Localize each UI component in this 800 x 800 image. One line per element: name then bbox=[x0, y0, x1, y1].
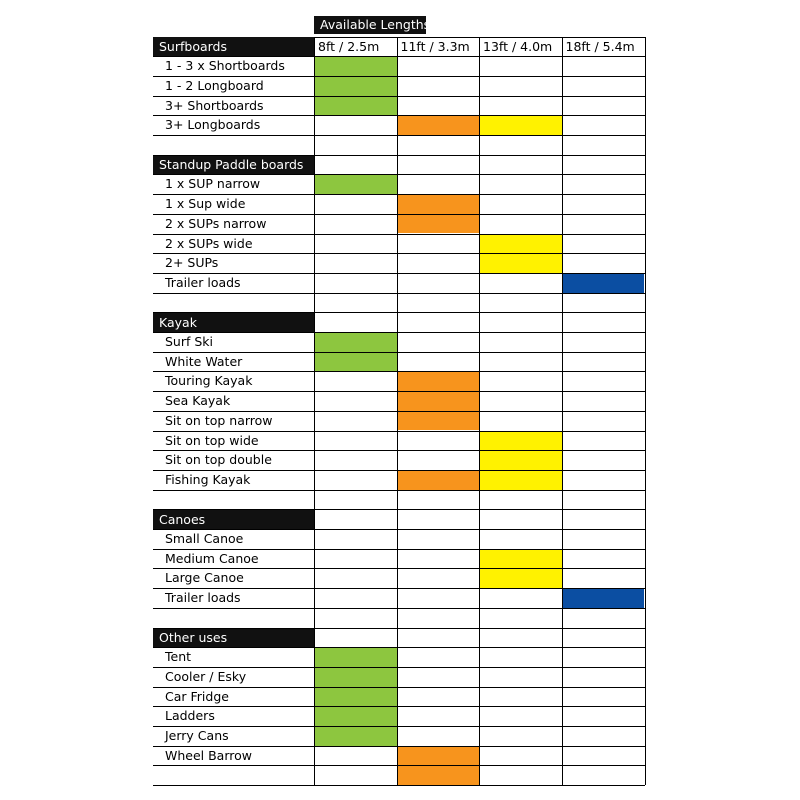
row-label: 1 - 3 x Shortboards bbox=[165, 58, 285, 74]
grid-line bbox=[153, 312, 645, 313]
row-label: 2+ SUPs bbox=[165, 255, 219, 271]
grid-line bbox=[153, 155, 645, 156]
row-label: 1 - 2 Longboard bbox=[165, 77, 264, 93]
fill-cell bbox=[397, 411, 480, 431]
grid-line bbox=[153, 214, 645, 215]
section-header: Kayak bbox=[153, 313, 314, 332]
fill-cell bbox=[397, 765, 480, 785]
grid-line bbox=[153, 549, 645, 550]
row-label: Sit on top narrow bbox=[165, 412, 273, 428]
column-header-11ft: 11ft / 3.3m bbox=[400, 38, 470, 54]
row-label: Wheel Barrow bbox=[165, 747, 252, 763]
grid-line bbox=[314, 37, 315, 786]
section-header: Surfboards bbox=[153, 37, 314, 56]
grid-line bbox=[153, 568, 645, 569]
row-label: Large Canoe bbox=[165, 570, 244, 586]
fill-cell bbox=[397, 371, 480, 391]
grid-line bbox=[153, 352, 645, 353]
fill-cell bbox=[314, 647, 397, 667]
fill-cell bbox=[397, 470, 480, 490]
grid-line bbox=[153, 253, 645, 254]
fill-cell bbox=[479, 450, 562, 470]
fill-cell bbox=[314, 706, 397, 726]
fill-cell bbox=[479, 253, 562, 273]
row-label: Fishing Kayak bbox=[165, 471, 251, 487]
row-label: Car Fridge bbox=[165, 688, 229, 704]
grid-line bbox=[153, 411, 645, 412]
row-label: Medium Canoe bbox=[165, 550, 259, 566]
fill-cell bbox=[562, 273, 645, 293]
row-label: Cooler / Esky bbox=[165, 668, 247, 684]
fill-cell bbox=[314, 76, 397, 96]
row-label: 1 x SUP narrow bbox=[165, 176, 261, 192]
grid-line bbox=[153, 234, 645, 235]
grid-line bbox=[153, 391, 645, 392]
grid-line bbox=[562, 37, 563, 786]
grid-line bbox=[153, 726, 645, 727]
grid-line bbox=[153, 706, 645, 707]
row-label: Tent bbox=[165, 649, 192, 665]
fill-cell bbox=[314, 174, 397, 194]
row-label: Touring Kayak bbox=[165, 373, 253, 389]
fill-cell bbox=[479, 431, 562, 451]
row-label: Sit on top double bbox=[165, 452, 272, 468]
row-label: 3+ Shortboards bbox=[165, 97, 264, 113]
fill-cell bbox=[479, 470, 562, 490]
row-label: 1 x Sup wide bbox=[165, 196, 246, 212]
column-header-13ft: 13ft / 4.0m bbox=[483, 38, 553, 54]
row-label: Surf Ski bbox=[165, 334, 214, 349]
column-header-18ft: 18ft / 5.4m bbox=[565, 38, 635, 54]
available-lengths-header: Available Lengths bbox=[314, 16, 426, 34]
grid-line bbox=[153, 470, 645, 471]
row-label: 2 x SUPs narrow bbox=[165, 215, 267, 231]
fill-cell bbox=[479, 234, 562, 254]
section-header: Standup Paddle boards bbox=[153, 155, 314, 174]
row-label: White Water bbox=[165, 353, 243, 369]
fill-cell bbox=[397, 746, 480, 766]
row-label: Ladders bbox=[165, 708, 215, 724]
grid-line bbox=[153, 96, 645, 97]
grid-line bbox=[153, 490, 645, 491]
grid-line bbox=[153, 332, 645, 333]
fill-cell bbox=[397, 391, 480, 411]
fill-cell bbox=[479, 568, 562, 588]
grid-line bbox=[153, 293, 645, 294]
grid-line bbox=[645, 37, 646, 786]
row-label: 2 x SUPs wide bbox=[165, 235, 253, 251]
grid-line bbox=[397, 37, 398, 786]
grid-line bbox=[153, 431, 645, 432]
grid-line bbox=[153, 588, 645, 589]
fill-cell bbox=[479, 115, 562, 135]
grid-line bbox=[153, 450, 645, 451]
grid-line bbox=[153, 371, 645, 372]
grid-line bbox=[153, 135, 645, 136]
column-header-8ft: 8ft / 2.5m bbox=[318, 38, 380, 54]
grid-line bbox=[153, 765, 645, 766]
row-label: Sea Kayak bbox=[165, 393, 231, 409]
row-label: Trailer loads bbox=[165, 590, 241, 606]
grid-line bbox=[153, 194, 645, 195]
fill-cell bbox=[314, 56, 397, 76]
grid-line bbox=[153, 76, 645, 77]
fill-cell bbox=[397, 115, 480, 135]
fill-cell bbox=[314, 687, 397, 707]
section-header: Canoes bbox=[153, 510, 314, 529]
grid-line bbox=[153, 687, 645, 688]
grid-line bbox=[153, 509, 645, 510]
grid-line bbox=[153, 667, 645, 668]
row-label: Trailer loads bbox=[165, 274, 241, 290]
grid-line bbox=[153, 174, 645, 175]
grid-line bbox=[153, 56, 645, 57]
row-label: Small Canoe bbox=[165, 531, 244, 546]
grid-line bbox=[153, 785, 645, 786]
grid-line bbox=[153, 746, 645, 747]
grid-line bbox=[153, 529, 645, 530]
row-label: Jerry Cans bbox=[165, 728, 229, 743]
row-label: 3+ Longboards bbox=[165, 117, 261, 133]
fill-cell bbox=[479, 549, 562, 569]
grid-line bbox=[153, 115, 645, 116]
grid-line bbox=[153, 647, 645, 648]
grid-line bbox=[153, 628, 645, 629]
fill-cell bbox=[397, 214, 480, 234]
grid-line bbox=[153, 273, 645, 274]
grid-line bbox=[479, 37, 480, 786]
section-header: Other uses bbox=[153, 628, 314, 647]
fill-cell bbox=[314, 667, 397, 687]
row-label: Sit on top wide bbox=[165, 432, 259, 448]
grid-line bbox=[153, 608, 645, 609]
fill-cell bbox=[562, 588, 645, 608]
fill-cell bbox=[314, 96, 397, 116]
fill-cell bbox=[314, 332, 397, 352]
fill-cell bbox=[314, 726, 397, 746]
fill-cell bbox=[397, 194, 480, 214]
fill-cell bbox=[314, 352, 397, 372]
